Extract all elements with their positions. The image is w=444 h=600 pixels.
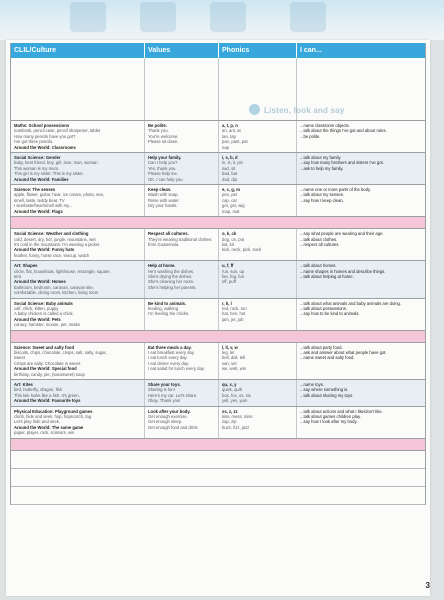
cell-line: paper, player, rock, scissors, win: [14, 430, 75, 436]
cell-line: map, mat: [222, 208, 240, 214]
table-row: [11, 185, 425, 217]
cell-heading: l, ll, v, w: [222, 344, 238, 350]
cell-line: biscuits, chips, chocolate, crisps, salt, salty, sugar,: [14, 350, 107, 355]
cell-line: quick, quilt: [222, 387, 242, 393]
cell-line: It's cold in the mountains. I'm wearing a jacket.: [14, 241, 101, 247]
header-i-can: I can...: [300, 47, 322, 54]
cell-line: Rinse with water.: [148, 197, 180, 203]
cell-line: leg, let: [222, 350, 235, 355]
table-row: [11, 407, 425, 439]
cell-heading: Social Science: Gender: [14, 155, 61, 161]
cell-line: Yes, thank you.: [148, 165, 177, 171]
blank-line: [11, 451, 425, 469]
unit-rows-group: [11, 343, 425, 439]
cell-heading: ...talk about my family.: [300, 155, 342, 161]
cell-line: tan, tap: [222, 133, 236, 139]
cell-line: OK. I can help you.: [148, 176, 184, 182]
banner-decoration: [140, 2, 176, 32]
cell-line: She's drying the dishes.: [148, 273, 193, 279]
cell-heading: ...name one or more parts of the body.: [300, 187, 371, 193]
cell-values: [145, 261, 219, 297]
cell-line: run, sun, up: [222, 268, 245, 274]
cell-line: kiss, mess, miss: [222, 414, 253, 420]
cell-values: [145, 153, 219, 184]
cell-heading: Be kind to animals.: [148, 300, 187, 306]
cell-values: [145, 121, 219, 152]
cell-line: ...talk about possessions.: [300, 305, 348, 311]
cell-heading: Social Science: Baby animals: [14, 300, 73, 306]
cell-line: Around the World: Families: [14, 176, 69, 182]
table-row: [11, 261, 425, 298]
cell-clil-culture: [11, 299, 145, 330]
unit-rows-group: [11, 121, 425, 217]
cell-heading: Art: Shapes: [14, 263, 38, 269]
syllabus-table: [10, 43, 426, 505]
cell-line: I'm feeding the chicks.: [148, 311, 190, 317]
table-header: [11, 43, 425, 58]
cell-line: I eat dinner every day.: [148, 360, 190, 366]
table-row: [11, 343, 425, 380]
cell-line: pen, pet: [222, 192, 238, 198]
cell-values: [145, 229, 219, 260]
cell-phonics: [219, 407, 297, 438]
cell-line: circle, flat, houseboat, lighthouse, rectangle, square,: [14, 268, 111, 274]
cell-line: sweet: [14, 355, 25, 361]
cell-values: [145, 299, 219, 330]
cell-heading: Share your toys.: [148, 382, 181, 388]
cell-heading: Physical Education: Playground games: [14, 408, 93, 414]
cell-heading: Art: Kites: [14, 382, 33, 388]
divider-band: [11, 331, 425, 343]
cell-line: hat, hen, hut: [222, 311, 246, 317]
cell-line: ...talk about sharing my toys.: [300, 392, 354, 398]
cell-line: Okay. Thank you!: [148, 398, 181, 404]
cell-line: fan, fog, fun: [222, 273, 245, 279]
cell-line: ...ask to help my family.: [300, 165, 344, 171]
cell-i-can: [297, 299, 425, 330]
cell-values: [145, 407, 219, 438]
cell-heading: qu, x, y: [222, 382, 237, 388]
show-through-heading: Listen, look and say: [264, 106, 345, 115]
cell-line: jam, jet, job: [222, 316, 244, 322]
syllabus-page: [6, 40, 430, 596]
cell-phonics: [219, 261, 297, 297]
cell-line: I've got three pencils.: [14, 139, 54, 145]
cell-i-can: [297, 185, 425, 216]
table-row: [11, 153, 425, 185]
cell-heading: ...talk about homes.: [300, 263, 337, 269]
cell-line: Crisps are salty. Chocolate is sweet.: [14, 360, 82, 366]
cell-line: ...talk about the things I've got and about rules.: [300, 128, 387, 134]
cell-line: Get enough sleep.: [148, 419, 183, 425]
cell-line: Wash with soap.: [148, 192, 179, 198]
cell-line: Sharing is fun!: [148, 387, 175, 393]
cell-line: This woman is my mum.: [14, 165, 60, 171]
cell-i-can: [297, 343, 425, 379]
cell-line: ...ask and answer about what people have got.: [300, 350, 387, 355]
table-row-blank: [11, 58, 425, 121]
cell-line: I see/taste/hear/smell with my...: [14, 203, 73, 209]
cell-line: red, rock, run: [222, 305, 247, 311]
cell-line: ...name shapes in homes and describe things.: [300, 268, 386, 274]
cell-line: kid, kit: [222, 241, 234, 247]
cell-line: buzz, fizz, jazz: [222, 424, 250, 430]
cell-line: Around the World: Special food: [14, 366, 77, 372]
cell-line: She's cleaning her room.: [148, 279, 195, 285]
cell-heading: Respect all cultures.: [148, 231, 189, 237]
cell-line: Get enough food and drink.: [148, 424, 199, 430]
cell-line: She's helping her parents.: [148, 284, 197, 290]
cell-line: bad, bat: [222, 171, 238, 177]
cell-line: van, vet: [222, 360, 237, 366]
table-row: [11, 229, 425, 261]
cell-line: ...be polite.: [300, 133, 321, 139]
top-banner: [0, 0, 444, 40]
cell-clil-culture: [11, 261, 145, 297]
cell-clil-culture: [11, 185, 145, 216]
cell-heading: i, s, b, d: [222, 155, 238, 161]
cell-heading: ...talk about what animals and baby animals are doing.: [300, 300, 402, 306]
cell-clil-culture: [11, 229, 145, 260]
cell-line: zap, zip: [222, 419, 237, 425]
cell-clil-culture: [11, 153, 145, 184]
cell-line: ...say where something is.: [300, 387, 349, 393]
cell-heading: Social Science: Weather and clothing: [14, 231, 89, 237]
cell-clil-culture: [11, 343, 145, 379]
cell-line: This kite looks like a fish. It's green.: [14, 392, 80, 398]
cell-heading: ...name classroom objects.: [300, 123, 350, 128]
cell-heading: Help your family.: [148, 155, 182, 161]
cell-line: dog, on, pot: [222, 236, 245, 242]
cell-line: Around the World: Flags: [14, 208, 63, 214]
cell-heading: Keep clean.: [148, 187, 172, 193]
cell-line: nap: [222, 144, 229, 150]
cell-line: canary, hamster, mouse, pet, snake: [14, 322, 81, 328]
cell-i-can: [297, 153, 425, 184]
divider-band: [11, 217, 425, 229]
blank-line: [11, 469, 425, 487]
cell-heading: ...name toys.: [300, 382, 324, 388]
cell-heading: Science: Sweet and salty food: [14, 344, 75, 350]
cell-line: Get enough exercise.: [148, 414, 188, 420]
cell-line: Around the World: Funny hats: [14, 247, 75, 253]
cell-line: You're welcome.: [148, 133, 179, 139]
cell-line: pan, pant, pat: [222, 139, 248, 145]
header-values: Values: [145, 43, 219, 58]
cell-line: apple, flower, guitar, hear, ice cream, photo, see,: [14, 192, 105, 198]
cell-line: we, web, win: [222, 366, 246, 372]
cell-line: Around the World: Classrooms: [14, 144, 76, 150]
cell-clil-culture: [11, 380, 145, 406]
cell-line: This girl is my sister. This is my sister.: [14, 171, 84, 177]
cell-line: I eat lunch every day.: [148, 355, 188, 361]
cell-line: feather, funny, horse race, teacup, watch: [14, 252, 90, 258]
cell-line: He's washing the dishes.: [148, 268, 195, 274]
cell-line: They're wearing traditional clothes: [148, 236, 212, 242]
cell-values: [145, 380, 219, 406]
cell-values: [145, 185, 219, 216]
cell-line: cold, desert, dry, hot, jungle, mountains, wet: [14, 236, 96, 242]
table-row: [11, 380, 425, 407]
cell-line: Thank you.: [148, 128, 169, 134]
cell-i-can: [297, 380, 425, 406]
banner-decoration: [290, 2, 326, 32]
cell-phonics: [219, 343, 297, 379]
cell-line: kick, neck, pick, sock: [222, 247, 262, 253]
cell-line: from Guatemala.: [148, 241, 180, 247]
cell-line: ...talk about my senses.: [300, 192, 344, 198]
cell-line: cap, cat: [222, 197, 237, 203]
cell-line: box, fox, ox, six: [222, 392, 251, 398]
cell-line: notebook, pencil case, pencil sharpener, tablet: [14, 128, 101, 134]
cell-heading: ...say what people are wearing and their age.: [300, 231, 384, 237]
cell-line: I eat salad for lunch every day.: [148, 366, 205, 372]
cell-clil-culture: [11, 121, 145, 152]
cell-line: feeding, walking: [148, 305, 179, 311]
cell-line: in, is, it, pin: [222, 160, 243, 166]
banner-decoration: [70, 2, 106, 32]
cell-line: ...name sweet and salty food.: [300, 355, 355, 361]
cell-line: Around the World: Homes: [14, 279, 66, 285]
cell-line: yell, yes, yum: [222, 398, 248, 404]
blank-line: [11, 487, 425, 505]
cell-line: Can I help you?: [148, 160, 178, 166]
cell-heading: Eat three meals a day.: [148, 344, 192, 350]
cell-line: got, get, wig: [222, 203, 245, 209]
cell-phonics: [219, 380, 297, 406]
banner-decoration: [210, 2, 246, 32]
cell-heading: ss, z, zz: [222, 408, 238, 414]
cell-line: ...talk about helping at home.: [300, 273, 354, 279]
cell-line: baby, best friend, boy, girl, love, man, woman: [14, 160, 98, 166]
cell-line: ...respect all cultures.: [300, 241, 340, 247]
cell-line: A baby chicken is called a chick.: [14, 311, 74, 317]
cell-heading: o, k, ck: [222, 231, 237, 237]
header-clil-culture: CLIL/Culture: [11, 43, 145, 58]
cell-heading: ...talk about actions and what I like/don't like.: [300, 408, 383, 414]
cell-line: sad, sit: [222, 165, 236, 171]
cell-heading: Be polite.: [148, 123, 167, 128]
cell-line: Around the World: Pets: [14, 316, 61, 322]
cell-heading: ...talk about party food.: [300, 344, 343, 350]
cell-heading: a, t, p, n: [222, 123, 238, 128]
cell-line: ...say how many brothers and sisters I've got.: [300, 160, 384, 166]
cell-i-can: [297, 229, 425, 260]
cell-heading: Maths: School possessions: [14, 123, 70, 128]
cell-heading: Science: The senses: [14, 187, 56, 193]
cell-line: bird, butterfly, dragon, fish: [14, 387, 63, 393]
table-row: [11, 299, 425, 331]
cell-line: I eat breakfast every day.: [148, 350, 195, 355]
cell-i-can: [297, 261, 425, 297]
show-through-number-circle: [249, 104, 260, 115]
cell-line: smell, taste, teddy bear, TV: [14, 197, 65, 203]
cell-phonics: [219, 121, 297, 152]
cell-line: tent: [14, 273, 21, 279]
cell-line: ...talk about games children play.: [300, 414, 361, 420]
cell-line: Around the World: Favourite toys: [14, 398, 81, 404]
page-number: 3: [425, 581, 430, 590]
cell-phonics: [219, 153, 297, 184]
cell-line: calf, chick, kitten, puppy: [14, 305, 59, 311]
cell-line: Let's play hide and seek.: [14, 419, 60, 425]
divider-band: [11, 439, 425, 451]
cell-line: climb, hide and seek, hop, hopscotch, tag: [14, 414, 92, 420]
cell-phonics: [219, 185, 297, 216]
cell-line: How many pencils have you got?: [14, 133, 76, 139]
cell-line: birthday, candy, pie, (sacosweet) soup: [14, 371, 85, 377]
cell-line: Please help me.: [148, 171, 179, 177]
cell-values: [145, 343, 219, 379]
header-phonics: Phonics: [219, 43, 297, 58]
cell-phonics: [219, 299, 297, 330]
cell-line: Dry your hands.: [148, 203, 178, 209]
cell-line: ...say how I look after my body.: [300, 419, 358, 425]
cell-line: ...talk about clothes.: [300, 236, 338, 242]
cell-clil-culture: [11, 407, 145, 438]
cell-line: ...say how I keep clean.: [300, 197, 344, 203]
cell-line: bathroom, bedroom, caravan, caravan site,: [14, 284, 94, 290]
unit-rows-group: [11, 229, 425, 331]
cell-line: Here's my car. Let's share.: [148, 392, 198, 398]
cell-line: an, ant, at: [222, 128, 241, 134]
cell-heading: e, c, g, m: [222, 187, 240, 193]
cell-line: ...say how to be kind to animals.: [300, 311, 360, 317]
cell-i-can: [297, 121, 425, 152]
cell-line: Around the World: The same game: [14, 424, 84, 430]
cell-phonics: [219, 229, 297, 260]
cell-line: Please sit down.: [148, 139, 179, 145]
table-row: [11, 121, 425, 153]
cell-line: comfortable, dining room, kitchen, living room: [14, 290, 99, 296]
cell-i-can: [297, 407, 425, 438]
cell-line: off, puff: [222, 279, 236, 285]
cell-heading: r, h, l: [222, 300, 232, 306]
cell-line: dad, dip: [222, 176, 237, 182]
cell-line: bell, doll, tell: [222, 355, 246, 361]
cell-heading: Help at home.: [148, 263, 176, 269]
cell-heading: u, f, ff: [222, 263, 234, 269]
cell-heading: Look after your body.: [148, 408, 191, 414]
